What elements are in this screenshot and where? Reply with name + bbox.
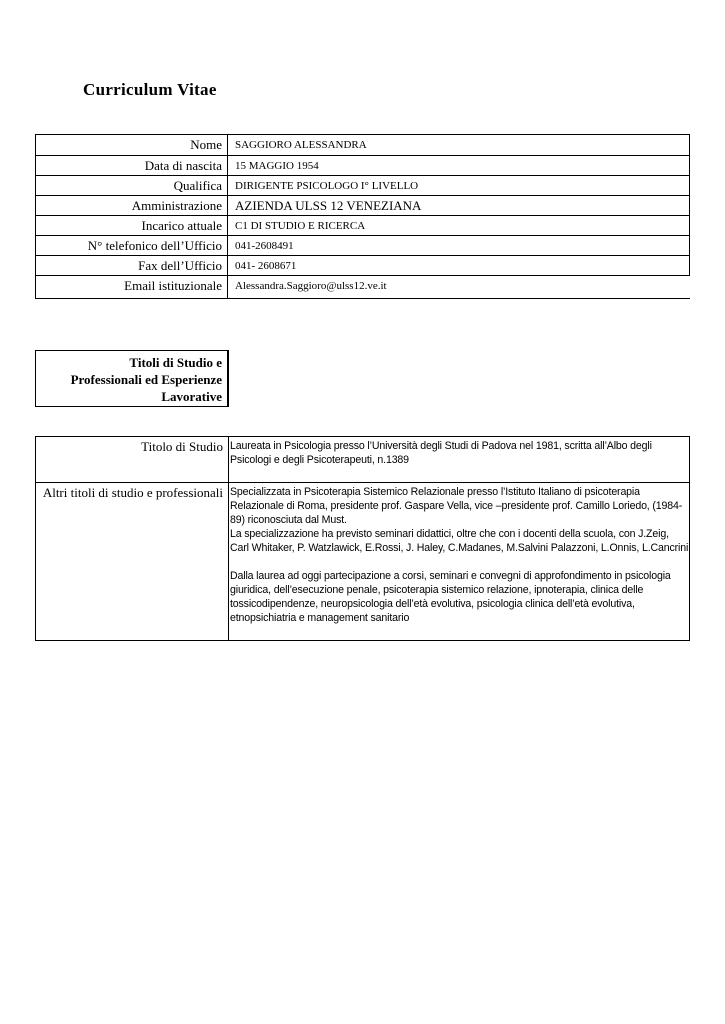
studies-label: Altri titoli di studio e professionali xyxy=(36,483,229,640)
section-heading-titoli xyxy=(35,350,229,407)
info-row-amministrazione xyxy=(35,196,690,216)
info-label: Fax dell’Ufficio xyxy=(36,256,228,275)
section-heading-line: Professionali ed Esperienze xyxy=(70,372,222,387)
info-label: Nome xyxy=(36,135,228,155)
studies-paragraph: Specializzata in Psicoterapia Sistemico Relazionale presso l’Istituto Italiano di psicoterapia Relazionale di Roma, presidente prof. Gaspare Vella, vice –presidente prof. Camillo Loriedo, (1984-89) riconosciuta dal Must. xyxy=(230,486,683,526)
studies-paragraph: La specializzazione ha previsto seminari didattici, oltre che con i docenti della scuola, con J.Zeig, Carl Whitaker, P. Watzlawick, E.Rossi, J. Haley, C.Madanes, M.Salvini Palazzoni, L.Onnis, L.Cancrini xyxy=(230,528,689,554)
info-value: SAGGIORO ALESSANDRA xyxy=(235,139,367,151)
info-row-email xyxy=(35,276,690,299)
info-row-telefono xyxy=(35,236,690,256)
info-value: 15 MAGGIO 1954 xyxy=(235,160,319,172)
studies-label: Titolo di Studio xyxy=(36,437,229,482)
info-value: DIRIGENTE PSICOLOGO I° LIVELLO xyxy=(235,180,419,192)
info-value: C1 DI STUDIO E RICERCA xyxy=(235,220,366,232)
section-heading-line: Lavorative xyxy=(161,389,222,404)
info-label: Qualifica xyxy=(36,176,228,195)
studies-value xyxy=(229,483,689,640)
section-heading-line: Titoli di Studio e xyxy=(129,355,222,370)
info-row-fax xyxy=(35,256,690,276)
info-value: Alessandra.Saggioro@ulss12.ve.it xyxy=(235,280,387,292)
info-value: AZIENDA ULSS 12 VENEZIANA xyxy=(235,198,422,213)
info-value: 041-2608491 xyxy=(235,240,294,252)
studies-paragraph: Dalla laurea ad oggi partecipazione a corsi, seminari e convegni di approfondimento in psicologia giuridica, dell’esecuzione penale, psicoterapia sistemico relazione, ipnoterapia, clinica delle tossicodipendenze, neuropsicologia dell’età evolutiva, psicologia clinica dell’età evolutiva, etnopsichiatria e management sanitario xyxy=(230,570,671,624)
studies-row-altri xyxy=(36,483,689,641)
info-row-nome xyxy=(35,135,690,156)
info-label: Amministrazione xyxy=(36,196,228,215)
info-label: Data di nascita xyxy=(36,156,228,175)
studies-value xyxy=(229,437,689,482)
info-row-qualifica xyxy=(35,176,690,196)
studies-paragraph: Laureata in Psicologia presso l’Università degli Studi di Padova nel 1981, scritta all’Albo degli Psicologi e degli Psicoterapeuti, n.1389 xyxy=(230,440,652,466)
info-label: Incarico attuale xyxy=(36,216,228,235)
studies-row-titolo xyxy=(36,437,689,483)
personal-info-table xyxy=(35,134,690,299)
info-label: N° telefonico dell’Ufficio xyxy=(36,236,228,255)
info-row-data-nascita xyxy=(35,156,690,176)
info-row-incarico xyxy=(35,216,690,236)
info-label: Email istituzionale xyxy=(36,276,228,298)
info-value: 041- 2608671 xyxy=(235,260,297,272)
document-title: Curriculum Vitae xyxy=(83,80,217,99)
studies-table xyxy=(35,436,690,641)
